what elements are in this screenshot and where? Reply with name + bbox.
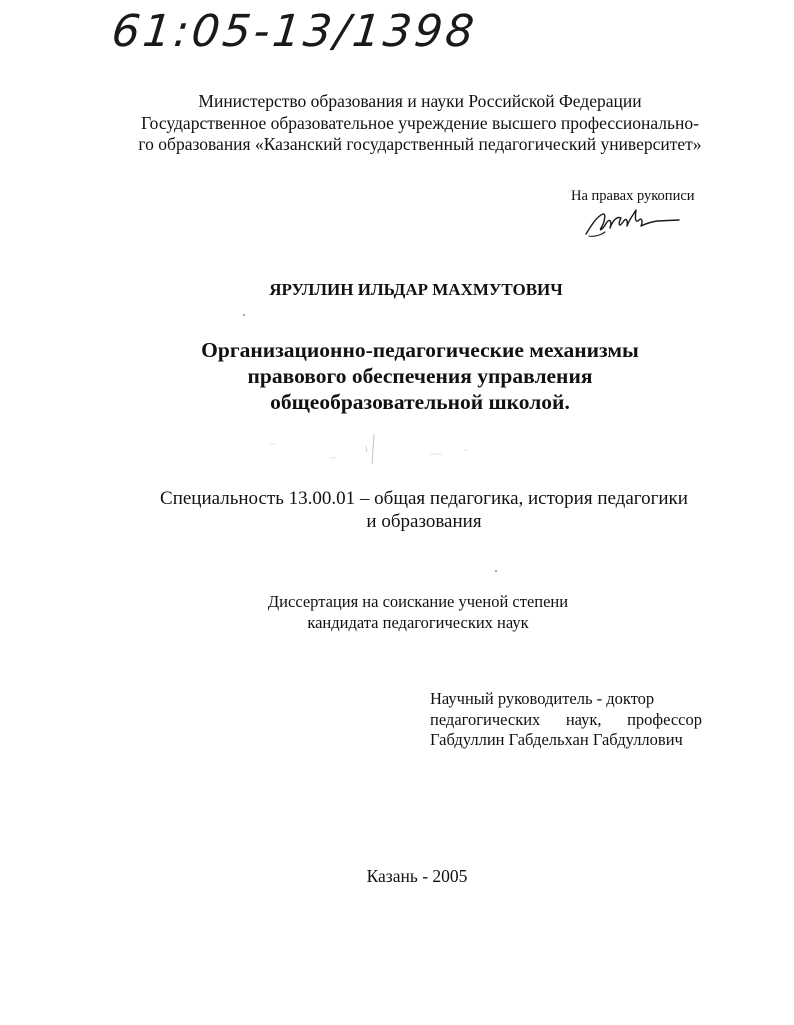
specialty-line-2: и образования [366, 511, 482, 532]
scan-bleed-through [250, 430, 490, 470]
scan-speck [243, 314, 245, 316]
specialty [120, 487, 728, 533]
archive-call-number: 61:05-13/1398 [109, 6, 480, 57]
city-year: Казань - 2005 [366, 866, 468, 886]
signature-icon [583, 202, 683, 242]
scientific-supervisor [430, 689, 702, 751]
dissertation-title [120, 337, 720, 415]
scan-speck [495, 570, 497, 572]
degree-line-1: Диссертация на соискание ученой степени [267, 592, 569, 611]
title-line-3: общеобразовательной школой. [270, 390, 570, 414]
supervisor-line-2 [430, 710, 702, 731]
supervisor-degree-word: педагогических [430, 709, 541, 729]
institution-header [100, 91, 740, 156]
supervisor-degree-word: наук, [565, 709, 602, 729]
author-name: ЯРУЛЛИН ИЛЬДАР МАХМУТОВИЧ [269, 280, 563, 299]
ministry-line: Министерство образования и науки Российской Федерации [198, 91, 642, 111]
title-line-1: Организационно-педагогические механизмы [201, 338, 639, 362]
specialty-line-1: Специальность 13.00.01 – общая педагогика, история педагогики [160, 488, 688, 509]
title-line-2: правового обеспечения управления [247, 364, 593, 388]
manuscript-rights-note: На правах рукописи [571, 188, 695, 204]
supervisor-line-1: Научный руководитель - доктор [430, 689, 655, 708]
degree-line-2: кандидата педагогических наук [307, 613, 529, 632]
institution-line-1: Государственное образовательное учреждение высшего профессионально- [141, 112, 699, 133]
supervisor-title-word: профессор [627, 709, 702, 729]
institution-line-2: го образования «Казанский государственный педагогический университет» [138, 134, 702, 154]
supervisor-name: Габдуллин Габдельхан Габдуллович [430, 730, 683, 749]
degree-statement [120, 591, 716, 633]
